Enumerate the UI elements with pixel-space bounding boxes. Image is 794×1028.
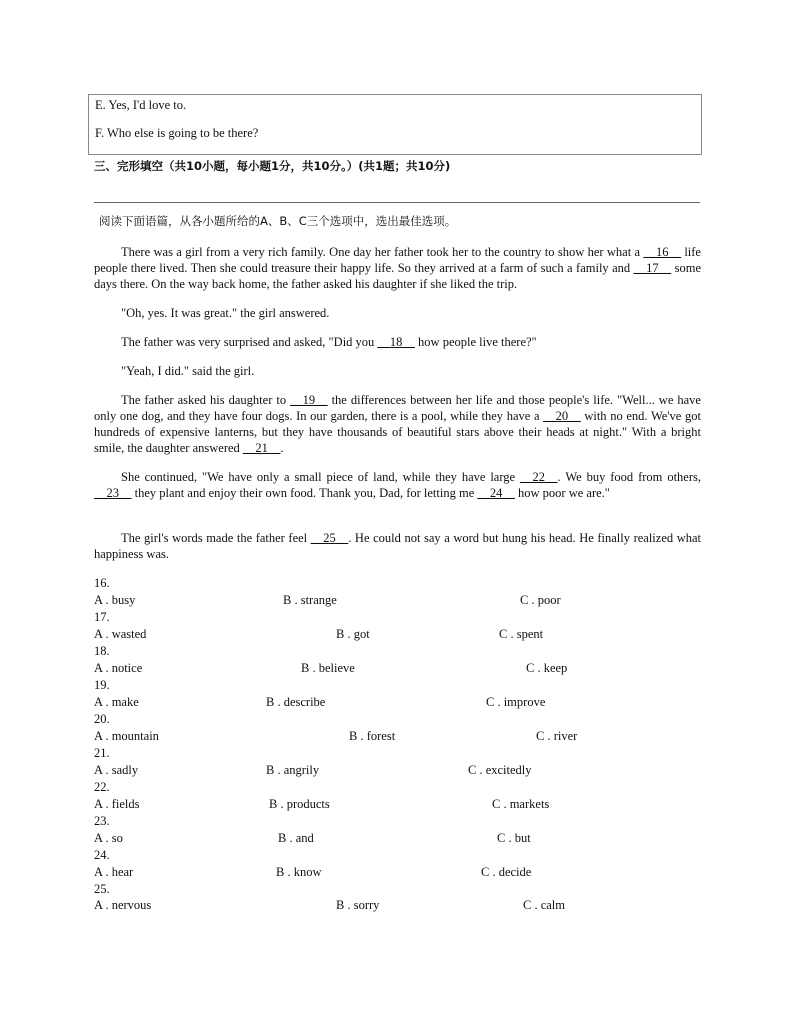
- choice-b[interactable]: B . and: [278, 831, 314, 845]
- blank-22: __22__: [520, 470, 558, 484]
- passage-paragraph-1: There was a girl from a very rich family. One day her father took her to the country to show her what a __16__ life people there lived. Then she could treasure their happy life. So they arrived at a farm of such a family and __17__ some days there. On the way back home, the father asked his daughter if she liked the trip.: [94, 245, 702, 291]
- choice-b[interactable]: B . know: [276, 865, 322, 879]
- choice-c[interactable]: C . spent: [499, 627, 544, 641]
- section-divider: [94, 202, 700, 203]
- choice-b[interactable]: B . sorry: [336, 898, 380, 912]
- choice-b[interactable]: B . products: [269, 797, 330, 811]
- passage-paragraph-5: The father asked his daughter to __19__ the differences between her life and those people's life. "Well... we have only one dog, and they have four dogs. In our garden, there is a pool, while they have a __20__ with no end. We've got hundreds of expensive lanterns, but they have thousands of beautiful stars above their heads at night." With a bright smile, the daughter answered __21__.: [94, 393, 701, 455]
- choice-b[interactable]: B . describe: [266, 695, 326, 709]
- question-number: 23.: [94, 814, 110, 828]
- choice-b[interactable]: B . strange: [283, 593, 337, 607]
- blank-21: __21__: [242, 441, 281, 455]
- section-instruction: 阅读下面语篇，从各小题所给的A、B、C三个选项中，选出最佳选项。: [99, 214, 457, 228]
- blank-19: __19__: [290, 393, 328, 407]
- choice-b[interactable]: B . forest: [349, 729, 396, 743]
- choice-a[interactable]: A . notice: [94, 661, 143, 675]
- choice-c[interactable]: C . markets: [492, 797, 550, 811]
- choice-c[interactable]: C . keep: [526, 661, 568, 675]
- question-number: 17.: [94, 610, 110, 624]
- choice-a[interactable]: A . busy: [94, 593, 136, 607]
- choice-a[interactable]: A . wasted: [94, 627, 147, 641]
- choice-a[interactable]: A . fields: [94, 797, 140, 811]
- choice-c[interactable]: C . excitedly: [468, 763, 532, 777]
- blank-20: __20__: [543, 409, 581, 423]
- option-f: F. Who else is going to be there?: [95, 126, 259, 140]
- question-number: 19.: [94, 678, 110, 692]
- choice-b[interactable]: B . believe: [301, 661, 355, 675]
- blank-23: __23__: [94, 486, 132, 500]
- question-number: 16.: [94, 576, 110, 590]
- choice-c[interactable]: C . calm: [523, 898, 566, 912]
- question-number: 24.: [94, 848, 110, 862]
- options-box: [88, 94, 702, 155]
- choice-c[interactable]: C . poor: [520, 593, 561, 607]
- blank-18: __18__: [377, 335, 415, 349]
- blank-16: __16__: [643, 245, 681, 259]
- choice-a[interactable]: A . mountain: [94, 729, 159, 743]
- choice-a[interactable]: A . so: [94, 831, 123, 845]
- choice-a[interactable]: A . hear: [94, 865, 134, 879]
- section-heading: 三、完形填空（共10小题，每小题1分，共10分。）(共1题；共10分): [94, 159, 451, 173]
- choice-c[interactable]: C . improve: [486, 695, 546, 709]
- choice-a[interactable]: A . make: [94, 695, 139, 709]
- question-number: 25.: [94, 882, 110, 896]
- blank-25: __25__: [310, 531, 349, 545]
- choice-c[interactable]: C . river: [536, 729, 578, 743]
- blank-24: __24__: [477, 486, 515, 500]
- choice-a[interactable]: A . sadly: [94, 763, 139, 777]
- passage-paragraph-6: She continued, "We have only a small piece of land, while they have large __22__. We buy food from others, __23__ they plant and enjoy their own food. Thank you, Dad, for letting me __24__ how poor we are.": [94, 470, 701, 500]
- passage-paragraph-2: "Oh, yes. It was great." the girl answered.: [121, 306, 330, 320]
- choice-c[interactable]: C . decide: [481, 865, 532, 879]
- choice-a[interactable]: A . nervous: [94, 898, 152, 912]
- passage-paragraph-3: The father was very surprised and asked, "Did you __18__ how people live there?": [121, 335, 537, 349]
- question-number: 20.: [94, 712, 110, 726]
- question-number: 18.: [94, 644, 110, 658]
- blank-17: __17__: [633, 261, 672, 275]
- option-e: E. Yes, I'd love to.: [95, 98, 187, 112]
- question-number: 22.: [94, 780, 110, 794]
- choice-b[interactable]: B . got: [336, 627, 370, 641]
- question-number: 21.: [94, 746, 110, 760]
- choice-b[interactable]: B . angrily: [266, 763, 320, 777]
- passage-paragraph-7: The girl's words made the father feel __25__. He could not say a word but hung his head. He finally realized what happiness was.: [94, 531, 701, 561]
- choice-c[interactable]: C . but: [497, 831, 531, 845]
- passage-paragraph-4: "Yeah, I did." said the girl.: [121, 364, 255, 378]
